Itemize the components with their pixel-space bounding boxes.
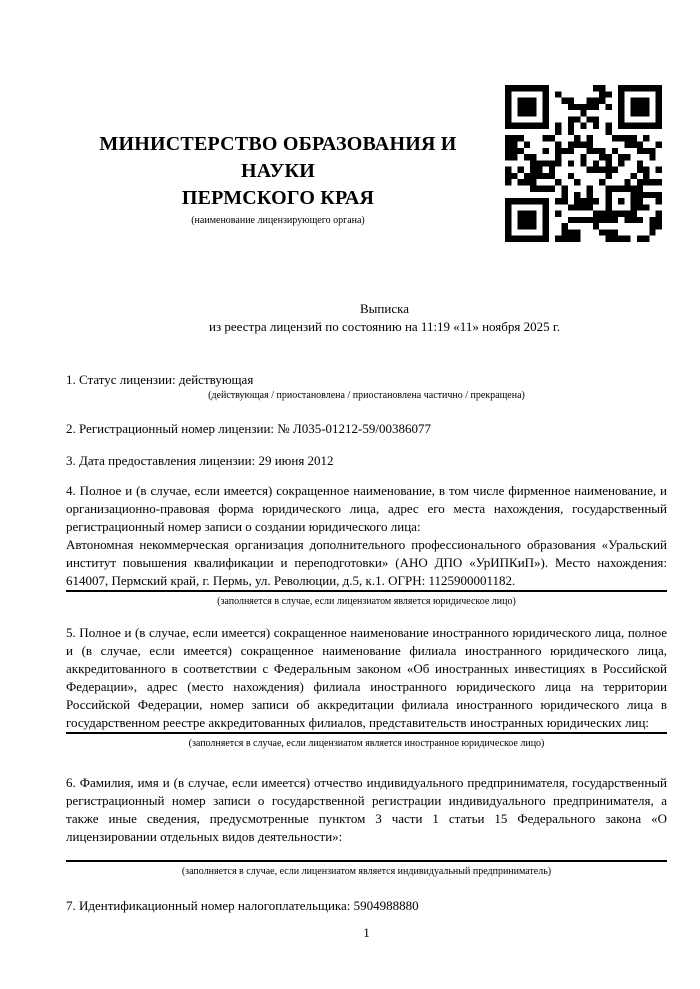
item-4-legal-entity bbox=[66, 482, 667, 608]
item-5-foreign-entity bbox=[66, 624, 667, 750]
item-6-individual-entrepreneur bbox=[66, 774, 667, 878]
item-2-registration-number: 2. Регистрационный номер лицензии: № Л035-01212-59/00386077 bbox=[66, 421, 432, 436]
item-4-fill-line bbox=[66, 590, 667, 592]
document-title-line1: Выписка bbox=[360, 301, 409, 316]
document-title-line2: из реестра лицензий по состоянию на 11:19 «11» ноября 2025 г. bbox=[209, 319, 560, 334]
item-3-license-grant-date: 3. Дата предоставления лицензии: 29 июня 2012 bbox=[66, 453, 334, 468]
item-4-intro: 4. Полное и (в случае, если имеется) сокращенное наименование, в том числе фирменное наименование, и организационно-правовая форма юридического лица, адрес его места нахождения, государственный регистрационный номер записи о создании юридического лица: bbox=[66, 483, 667, 534]
item-6-fill-line bbox=[66, 860, 667, 862]
item-1-license-status: 1. Статус лицензии: действующая bbox=[66, 372, 254, 387]
ministry-name-line1: МИНИСТЕРСТВО ОБРАЗОВАНИЯ И НАУКИ bbox=[99, 133, 457, 182]
item-5-intro: 5. Полное и (в случае, если имеется) сокращенное наименование иностранного юридического лица, полное и (в случае, если имеется) сокращенное наименование филиала иностранного юридического лица, аккредитованного в соответствии с Федеральным законом «Об иностранных инвестициях в Российской Федерации», адрес (место нахождения) филиала иностранного юридического лица на территории Российской Федерации, номер записи об аккредитации филиала иностранного юридического лица в государственном реестре аккредитованных филиалов, представительств иностранных юридических лиц: bbox=[66, 625, 667, 730]
licensing-authority-header bbox=[66, 131, 490, 227]
item-4-content: Автономная некоммерческая организация дополнительного профессионального образования «Уральский институт повышения квалификации и переподготовки» (АНО ДПО «УрИПКиП»). Место нахождения: 614007, Пермский край, г. Пермь, ул. Революции, д.5, к.1. ОГРН: 1125900001182. bbox=[66, 537, 667, 588]
page-number: 1 bbox=[363, 925, 370, 940]
item-6-intro: 6. Фамилия, имя и (в случае, если имеется) отчество индивидуального предпринимателя, государственный регистрационный номер записи о государственной регистрации индивидуального предпринимателя, а также иные сведения, предусмотренные пунктом 3 части 1 статьи 15 Федерального закона «О лицензировании отдельных видов деятельности»: bbox=[66, 775, 667, 844]
item-1-caption: (действующая / приостановлена / приостановлена частично / прекращена) bbox=[208, 390, 525, 401]
item-5-fill-line bbox=[66, 732, 667, 734]
ministry-name-line2: ПЕРМСКОГО КРАЯ bbox=[181, 187, 375, 209]
item-5-caption: (заполняется в случае, если лицензиатом является иностранное юридическое лицо) bbox=[188, 738, 545, 749]
licensing-authority-caption: (наименование лицензирующего органа) bbox=[191, 215, 365, 226]
item-4-caption: (заполняется в случае, если лицензиатом является юридическое лицо) bbox=[217, 596, 516, 607]
item-7-taxpayer-id: 7. Идентификационный номер налогоплательщика: 5904988880 bbox=[66, 898, 419, 913]
document-title bbox=[84, 300, 685, 336]
item-6-caption: (заполняется в случае, если лицензиатом является индивидуальный предприниматель) bbox=[181, 866, 552, 877]
qr-code-image bbox=[505, 85, 662, 242]
